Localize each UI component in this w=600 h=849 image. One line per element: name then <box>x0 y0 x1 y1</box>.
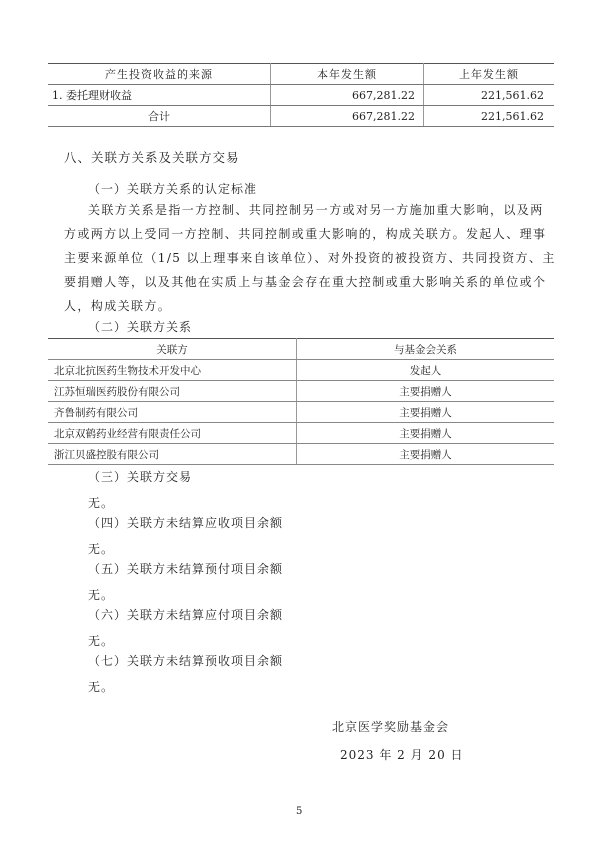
signature-date: 2023 年 2 月 20 日 <box>340 748 464 762</box>
subsection-title: （六）关联方未结算应付项目余额 <box>88 608 284 622</box>
subsection-body: 无。 <box>88 680 115 694</box>
table-header-row <box>48 64 554 85</box>
subsection-body: 无。 <box>88 588 115 602</box>
subsection-title: （四）关联方未结算应收项目余额 <box>88 516 284 530</box>
table-cell: 浙江贝盛控股有限公司 <box>48 444 297 465</box>
table-row <box>48 444 554 465</box>
table-header-row <box>48 339 554 360</box>
subsection-body: 无。 <box>88 542 115 556</box>
table-cell: 发起人 <box>297 360 555 381</box>
subsection-body: 无。 <box>88 496 115 510</box>
column-header: 与基金会关系 <box>297 339 555 360</box>
subsection-title: （三）关联方交易 <box>88 470 193 484</box>
table-cell: 主要捐赠人 <box>297 423 555 444</box>
table-cell: 江苏恒瑞医药股份有限公司 <box>48 381 297 402</box>
table-row <box>48 381 554 402</box>
paragraph-line: 人，构成关联方。 <box>64 299 172 313</box>
column-header: 关联方 <box>48 339 297 360</box>
definition-paragraph <box>64 198 564 318</box>
table-cell: 221,561.62 <box>424 85 555 106</box>
table-row <box>48 423 554 444</box>
subsection-body: 无。 <box>88 634 115 648</box>
column-header: 上年发生额 <box>424 64 555 85</box>
subsection-title: （五）关联方未结算预付项目余额 <box>88 562 284 576</box>
section-title: 八、关联方关系及关联方交易 <box>64 150 240 165</box>
subsection-title: （二）关联方关系 <box>88 320 193 334</box>
subsection-title: （七）关联方未结算预收项目余额 <box>88 654 284 668</box>
paragraph-line: 主要来源单位（1/5 以上理事来自该单位）、对外投资的被投资方、共同投资方、主 <box>64 251 556 265</box>
paragraph-line: 要捐赠人等，以及其他在实质上与基金会存在重大控制或重大影响关系的单位或个 <box>64 275 547 289</box>
table-cell: 主要捐赠人 <box>297 381 555 402</box>
table-cell: 北京双鹤药业经营有限责任公司 <box>48 423 297 444</box>
table-row <box>48 85 554 106</box>
table-row <box>48 402 554 423</box>
investment-income-table <box>48 63 554 127</box>
paragraph-line: 方或两方以上受同一方控制、共同控制或重大影响的，构成关联方。发起人、理事 <box>64 227 547 241</box>
column-header: 本年发生额 <box>271 64 424 85</box>
table-cell: 1. 委托理财收益 <box>48 85 271 106</box>
table-cell: 合计 <box>48 106 271 127</box>
table-total-row <box>48 106 554 127</box>
page-number: 5 <box>296 806 303 817</box>
table-cell: 北京北抗医药生物技术开发中心 <box>48 360 297 381</box>
signature-organization: 北京医学奖励基金会 <box>332 720 450 734</box>
table-cell: 齐鲁制药有限公司 <box>48 402 297 423</box>
table-cell: 主要捐赠人 <box>297 402 555 423</box>
table-cell: 主要捐赠人 <box>297 444 555 465</box>
table-cell: 221,561.62 <box>424 106 555 127</box>
table-cell: 667,281.22 <box>271 106 424 127</box>
table-row <box>48 360 554 381</box>
subsection-title: （一）关联方关系的认定标准 <box>88 182 258 196</box>
column-header: 产生投资收益的来源 <box>48 64 271 85</box>
paragraph-line: 关联方关系是指一方控制、共同控制另一方或对另一方施加重大影响，以及两 <box>88 203 544 217</box>
table-cell: 667,281.22 <box>271 85 424 106</box>
related-party-table <box>48 338 554 465</box>
